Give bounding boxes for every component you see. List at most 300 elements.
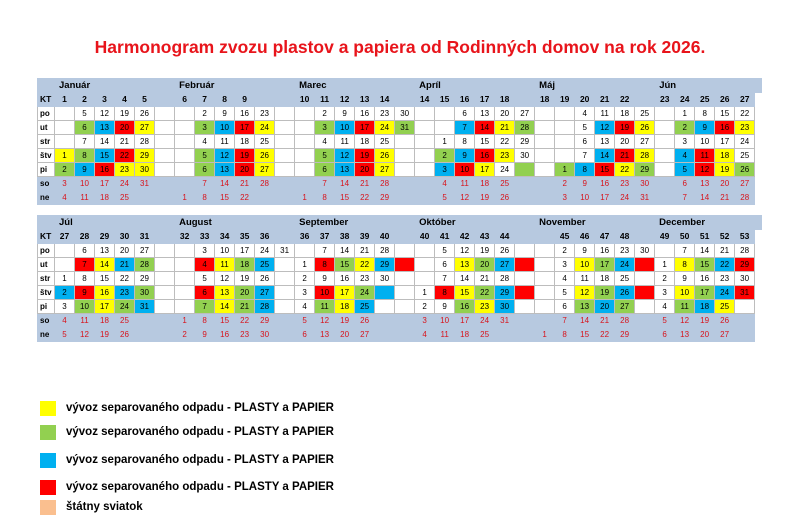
day-cell: 21 [475, 272, 495, 286]
day-row-ut [38, 121, 762, 135]
day-cell [655, 135, 675, 149]
week-number [635, 230, 655, 244]
day-cell: 2 [675, 121, 695, 135]
day-cell: 9 [575, 177, 595, 191]
day-cell [555, 149, 575, 163]
day-cell [55, 135, 75, 149]
week-number: 50 [675, 230, 695, 244]
day-cell: 23 [375, 107, 395, 121]
day-cell: 8 [315, 191, 335, 205]
day-cell [535, 191, 555, 205]
week-number: 8 [215, 93, 235, 107]
day-cell: 27 [135, 244, 155, 258]
day-cell [415, 177, 435, 191]
day-cell: 11 [595, 107, 615, 121]
week-number: 38 [335, 230, 355, 244]
day-cell: 31 [735, 286, 755, 300]
week-number: 28 [75, 230, 95, 244]
day-cell: 1 [55, 149, 75, 163]
day-cell [735, 328, 755, 342]
day-cell: 18 [235, 135, 255, 149]
calendar-second-half [37, 215, 762, 342]
day-cell: 8 [195, 314, 215, 328]
day-cell: 18 [95, 314, 115, 328]
day-label: štv [38, 149, 55, 163]
week-number [255, 93, 275, 107]
day-cell: 14 [695, 244, 715, 258]
day-cell: 19 [335, 314, 355, 328]
day-cell: 8 [675, 258, 695, 272]
day-cell: 25 [115, 314, 135, 328]
day-cell: 11 [335, 135, 355, 149]
day-cell: 21 [355, 244, 375, 258]
day-cell: 6 [435, 258, 455, 272]
month-name: Jún [655, 79, 758, 93]
kt-label: KT [38, 93, 55, 107]
week-number: 37 [315, 230, 335, 244]
week-number: 36 [295, 230, 315, 244]
day-label: ne [38, 328, 55, 342]
day-cell [275, 135, 295, 149]
day-cell: 31 [635, 191, 655, 205]
day-cell: 8 [75, 272, 95, 286]
day-cell [635, 286, 655, 300]
day-cell: 21 [595, 314, 615, 328]
day-cell: 5 [575, 121, 595, 135]
day-cell [655, 121, 675, 135]
day-cell: 4 [315, 135, 335, 149]
day-cell: 6 [575, 135, 595, 149]
day-cell: 5 [75, 107, 95, 121]
day-cell: 14 [695, 191, 715, 205]
day-cell [155, 191, 175, 205]
week-number: 43 [475, 230, 495, 244]
day-cell: 20 [355, 163, 375, 177]
day-cell [415, 121, 435, 135]
day-cell: 5 [315, 149, 335, 163]
legend-swatch-holiday [40, 500, 56, 515]
day-cell [375, 286, 395, 300]
day-cell: 6 [655, 328, 675, 342]
day-cell: 14 [575, 314, 595, 328]
day-cell [635, 314, 655, 328]
day-cell: 15 [335, 258, 355, 272]
day-cell [275, 177, 295, 191]
day-cell: 26 [255, 149, 275, 163]
day-cell: 17 [595, 191, 615, 205]
day-cell: 4 [295, 300, 315, 314]
day-cell: 1 [175, 191, 195, 205]
legend-text: štátny sviatok [66, 501, 143, 513]
day-cell [555, 107, 575, 121]
day-cell: 8 [695, 107, 715, 121]
day-cell [155, 286, 175, 300]
day-label: pi [38, 163, 55, 177]
day-cell [175, 107, 195, 121]
day-row-štv [38, 149, 762, 163]
day-cell: 5 [435, 191, 455, 205]
day-cell [395, 177, 415, 191]
day-row-po [38, 244, 762, 258]
day-cell: 25 [255, 135, 275, 149]
day-cell: 4 [55, 191, 75, 205]
day-cell: 10 [315, 286, 335, 300]
day-cell [655, 244, 675, 258]
day-cell: 2 [195, 107, 215, 121]
day-cell: 17 [695, 286, 715, 300]
day-cell: 14 [455, 272, 475, 286]
day-cell: 28 [735, 191, 755, 205]
day-cell: 26 [495, 244, 515, 258]
week-number: 40 [375, 230, 395, 244]
kt-label: KT [38, 230, 55, 244]
week-number: 14 [415, 93, 435, 107]
day-cell: 3 [655, 286, 675, 300]
day-cell: 8 [75, 149, 95, 163]
day-cell [275, 314, 295, 328]
day-cell: 1 [175, 314, 195, 328]
day-cell: 20 [235, 163, 255, 177]
day-cell: 1 [415, 286, 435, 300]
day-cell: 24 [255, 121, 275, 135]
day-cell [155, 177, 175, 191]
day-cell: 18 [95, 191, 115, 205]
day-cell: 15 [475, 135, 495, 149]
day-cell: 28 [255, 300, 275, 314]
day-cell: 9 [455, 149, 475, 163]
day-cell: 9 [695, 121, 715, 135]
day-cell [395, 300, 415, 314]
day-cell [275, 121, 295, 135]
day-cell: 21 [495, 121, 515, 135]
day-cell: 26 [375, 149, 395, 163]
day-cell [295, 121, 315, 135]
day-cell: 17 [715, 135, 735, 149]
day-cell: 21 [355, 177, 375, 191]
day-row-ut [38, 258, 762, 272]
week-number: 20 [575, 93, 595, 107]
week-number: 6 [175, 93, 195, 107]
day-cell [395, 272, 415, 286]
week-number: 46 [575, 230, 595, 244]
day-cell: 26 [495, 191, 515, 205]
day-cell: 11 [215, 258, 235, 272]
day-cell: 24 [355, 286, 375, 300]
day-cell [395, 135, 415, 149]
legend-swatch-green [40, 425, 56, 440]
week-number: 51 [695, 230, 715, 244]
day-cell: 7 [455, 121, 475, 135]
day-cell: 26 [735, 163, 755, 177]
day-cell: 19 [615, 121, 635, 135]
day-cell: 1 [295, 258, 315, 272]
week-number: 3 [95, 93, 115, 107]
week-number: 19 [555, 93, 575, 107]
week-number [635, 93, 655, 107]
month-header-row [38, 216, 762, 230]
day-cell: 22 [355, 258, 375, 272]
day-cell [535, 244, 555, 258]
day-cell [175, 163, 195, 177]
day-cell: 19 [235, 272, 255, 286]
day-cell [435, 121, 455, 135]
day-cell: 16 [455, 300, 475, 314]
day-cell: 12 [215, 149, 235, 163]
week-number [395, 93, 415, 107]
day-cell: 14 [475, 121, 495, 135]
day-cell [395, 244, 415, 258]
day-cell [535, 286, 555, 300]
day-cell: 6 [675, 177, 695, 191]
day-cell: 13 [675, 328, 695, 342]
day-cell [395, 163, 415, 177]
day-cell: 4 [555, 272, 575, 286]
week-number: 40 [415, 230, 435, 244]
day-cell: 10 [575, 258, 595, 272]
day-cell: 20 [595, 300, 615, 314]
day-cell: 12 [75, 328, 95, 342]
day-cell: 30 [255, 328, 275, 342]
day-cell: 29 [615, 328, 635, 342]
day-cell: 22 [615, 163, 635, 177]
day-cell: 23 [715, 272, 735, 286]
day-cell: 10 [75, 177, 95, 191]
day-cell: 1 [535, 328, 555, 342]
day-cell: 12 [675, 314, 695, 328]
week-number: 30 [115, 230, 135, 244]
day-cell: 15 [95, 272, 115, 286]
day-cell [275, 149, 295, 163]
day-cell [535, 314, 555, 328]
day-cell: 9 [195, 328, 215, 342]
day-cell: 22 [495, 135, 515, 149]
day-cell: 6 [75, 121, 95, 135]
day-cell: 25 [115, 191, 135, 205]
day-cell: 8 [315, 258, 335, 272]
day-cell: 12 [455, 191, 475, 205]
day-cell [295, 107, 315, 121]
week-number: 36 [255, 230, 275, 244]
day-cell: 27 [255, 286, 275, 300]
day-cell: 11 [695, 149, 715, 163]
week-number: 16 [455, 93, 475, 107]
day-cell: 22 [115, 272, 135, 286]
day-cell: 16 [475, 149, 495, 163]
day-cell: 24 [735, 135, 755, 149]
day-cell: 15 [455, 286, 475, 300]
day-cell: 28 [735, 244, 755, 258]
day-cell: 27 [635, 135, 655, 149]
day-cell: 28 [255, 177, 275, 191]
day-cell: 30 [375, 272, 395, 286]
day-cell: 4 [675, 149, 695, 163]
month-name: Október [415, 216, 535, 230]
day-cell [415, 272, 435, 286]
day-cell: 31 [135, 300, 155, 314]
month-name: Marec [295, 79, 415, 93]
day-cell: 22 [735, 107, 755, 121]
day-cell [635, 328, 655, 342]
day-cell: 14 [95, 135, 115, 149]
day-cell: 7 [75, 135, 95, 149]
day-cell [635, 300, 655, 314]
day-cell: 16 [95, 286, 115, 300]
day-cell: 3 [195, 121, 215, 135]
week-number: 7 [195, 93, 215, 107]
day-cell: 7 [315, 244, 335, 258]
day-cell: 13 [335, 163, 355, 177]
day-cell [735, 300, 755, 314]
day-cell: 21 [115, 135, 135, 149]
month-name: September [295, 216, 415, 230]
day-cell: 26 [635, 121, 655, 135]
day-cell: 24 [495, 163, 515, 177]
week-number [155, 93, 175, 107]
day-cell: 18 [235, 258, 255, 272]
day-cell: 12 [315, 314, 335, 328]
day-cell: 30 [635, 244, 655, 258]
day-cell: 9 [75, 286, 95, 300]
day-cell [55, 121, 75, 135]
week-number: 2 [75, 93, 95, 107]
day-cell: 24 [375, 121, 395, 135]
day-cell: 20 [695, 328, 715, 342]
day-cell: 5 [295, 314, 315, 328]
day-cell: 5 [195, 149, 215, 163]
week-number: 34 [215, 230, 235, 244]
day-cell: 8 [435, 286, 455, 300]
day-row-pi [38, 163, 762, 177]
day-row-so [38, 314, 762, 328]
week-number: 29 [95, 230, 115, 244]
week-number [275, 230, 295, 244]
day-cell: 17 [455, 314, 475, 328]
day-cell: 1 [555, 163, 575, 177]
week-number-row [38, 93, 762, 107]
day-cell: 13 [575, 300, 595, 314]
day-cell: 20 [495, 107, 515, 121]
day-cell: 11 [575, 272, 595, 286]
day-cell: 19 [475, 191, 495, 205]
week-number: 5 [135, 93, 155, 107]
day-cell [295, 163, 315, 177]
day-cell: 24 [255, 244, 275, 258]
day-cell: 3 [55, 300, 75, 314]
day-cell [655, 107, 675, 121]
day-cell: 7 [555, 314, 575, 328]
day-cell: 10 [335, 121, 355, 135]
day-cell: 29 [135, 149, 155, 163]
day-cell [135, 191, 155, 205]
day-cell: 26 [135, 107, 155, 121]
day-cell: 14 [335, 177, 355, 191]
day-cell: 5 [655, 314, 675, 328]
day-cell: 19 [235, 149, 255, 163]
day-cell: 15 [575, 328, 595, 342]
day-cell: 30 [135, 163, 155, 177]
day-label: ut [38, 258, 55, 272]
day-cell: 23 [615, 177, 635, 191]
day-cell: 13 [215, 286, 235, 300]
day-cell [535, 135, 555, 149]
day-cell: 19 [715, 163, 735, 177]
week-number: 11 [315, 93, 335, 107]
day-cell: 13 [95, 121, 115, 135]
day-cell: 4 [195, 258, 215, 272]
week-number [535, 230, 555, 244]
day-cell: 14 [215, 177, 235, 191]
day-cell: 16 [715, 121, 735, 135]
day-cell: 31 [275, 244, 295, 258]
day-cell: 9 [75, 163, 95, 177]
day-cell: 5 [435, 244, 455, 258]
week-number-row [38, 230, 762, 244]
day-cell [495, 328, 515, 342]
day-label: po [38, 107, 55, 121]
day-cell: 14 [215, 300, 235, 314]
day-cell: 16 [335, 272, 355, 286]
day-cell: 3 [195, 244, 215, 258]
day-cell: 20 [115, 244, 135, 258]
day-cell: 16 [215, 328, 235, 342]
day-cell [555, 121, 575, 135]
day-cell: 19 [695, 314, 715, 328]
day-cell: 27 [355, 328, 375, 342]
day-cell [655, 149, 675, 163]
day-cell [535, 107, 555, 121]
legend-text: vývoz separovaného odpadu - PLASTY a PAPIER [66, 481, 334, 493]
day-cell: 30 [635, 177, 655, 191]
day-cell [515, 300, 535, 314]
day-cell [655, 163, 675, 177]
day-cell: 25 [375, 135, 395, 149]
day-cell: 11 [215, 135, 235, 149]
day-cell: 24 [115, 300, 135, 314]
day-cell: 22 [715, 258, 735, 272]
day-cell: 16 [695, 272, 715, 286]
day-cell: 12 [335, 149, 355, 163]
day-cell: 25 [615, 272, 635, 286]
day-cell [135, 314, 155, 328]
day-cell: 15 [215, 191, 235, 205]
day-cell: 16 [595, 177, 615, 191]
day-cell: 5 [675, 163, 695, 177]
week-number [155, 230, 175, 244]
day-cell [175, 300, 195, 314]
day-cell: 7 [435, 272, 455, 286]
week-number: 41 [435, 230, 455, 244]
day-cell [155, 328, 175, 342]
day-cell: 29 [255, 314, 275, 328]
day-cell: 19 [355, 149, 375, 163]
week-number: 14 [375, 93, 395, 107]
day-cell: 6 [195, 286, 215, 300]
day-cell: 13 [695, 177, 715, 191]
day-cell: 2 [55, 286, 75, 300]
day-cell: 29 [375, 258, 395, 272]
day-row-ne [38, 191, 762, 205]
day-cell [515, 328, 535, 342]
day-cell: 2 [55, 163, 75, 177]
month-name: November [535, 216, 655, 230]
day-cell: 16 [355, 107, 375, 121]
day-cell: 27 [715, 328, 735, 342]
day-cell: 29 [375, 191, 395, 205]
day-cell [275, 286, 295, 300]
day-cell [375, 328, 395, 342]
day-label: str [38, 135, 55, 149]
day-cell: 15 [595, 163, 615, 177]
